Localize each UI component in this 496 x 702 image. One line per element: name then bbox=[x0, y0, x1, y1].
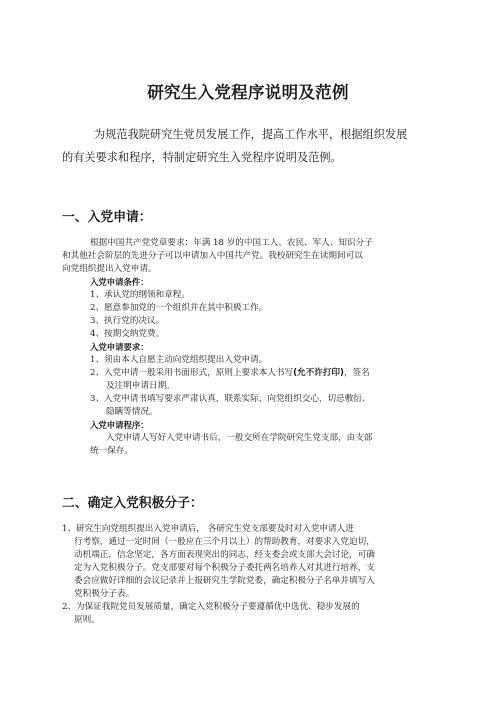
body-line: 2、为保证我院党员发展质量，确定入党积极分子要遵循优中选优、稳步发展的 bbox=[62, 602, 360, 612]
list-item-text: ，签名 bbox=[343, 368, 370, 378]
intro-line: 的有关要求和程序，特制定研究生入党程序说明及范例。 bbox=[62, 151, 342, 164]
body-line: 1、研究生向党组织提出入党申请后， 各研究生党支部要及时对入党申请人进 bbox=[62, 524, 354, 534]
list-item-continuation: 及注明申请日期。 bbox=[106, 381, 175, 391]
list-item: 4、按期交纳党费。 bbox=[90, 329, 165, 339]
list-item: 3、执行党的决议。 bbox=[90, 316, 165, 326]
list-item: 3、入党申请书填写要求严肃认真，联系实际，向党组织交心，切忌敷衍、 bbox=[90, 394, 371, 404]
subheading: 入党申请要求： bbox=[90, 342, 149, 352]
page-title: 研究生入党程序说明及范例 bbox=[147, 83, 349, 102]
body-line: 定为入党积极分子。党支部要对每个积极分子委托两名培养人对其进行培养，支 bbox=[74, 563, 375, 573]
body-line: 行考察，通过一定时间（一般应在三个月以上）的帮助教育，对要求入党迫切， bbox=[74, 537, 375, 547]
emphasis-text: (允不许打印) bbox=[293, 368, 344, 378]
body-line: 委会应做好详细的会议记录并上报研究生学院党委，确定积极分子名单并填写入 bbox=[74, 576, 375, 586]
list-item: 2、愿意参加党的一个组织并在其中积极工作。 bbox=[90, 303, 268, 313]
intro-line: 为规范我院研究生党员发展工作，提高工作水平，根据组织发展 bbox=[94, 128, 408, 141]
list-item bbox=[90, 367, 370, 380]
body-line: 入党申请人写好入党申请书后，一般交所在学院研究生党支部，由支部 bbox=[106, 433, 373, 443]
list-item-text: 2、入党申请一般采用书面形式，原则上要求本人书写 bbox=[90, 368, 294, 378]
list-item: 1、承认党的纲领和章程。 bbox=[90, 290, 190, 300]
body-line: 向党组织提出入党申请。 bbox=[62, 264, 157, 274]
subheading: 入党申请条件： bbox=[90, 277, 149, 287]
section-heading: 二、确定入党积极分子： bbox=[62, 496, 203, 511]
body-line: 根据中国共产党党章要求：年满 18 岁的中国工人、农民、军人、知识分子 bbox=[90, 238, 373, 248]
subheading: 入党申请程序： bbox=[90, 420, 149, 430]
list-item-continuation: 隐瞒等情况。 bbox=[106, 407, 158, 417]
body-line: 动机端正，信念坚定，各方面表现突出的同志，经支委会或支部大会讨论，可确 bbox=[74, 550, 375, 560]
body-line: 统一保存。 bbox=[90, 446, 133, 456]
body-line: 党积极分子表。 bbox=[74, 589, 135, 599]
body-line: 和其他社会阶层的先进分子可以申请加入中国共产党。我校研究生在读期间可以 bbox=[62, 251, 363, 261]
body-line: 原则。 bbox=[74, 615, 100, 625]
list-item: 1、须由本人自愿主动向党组织提出入党申请。 bbox=[90, 355, 268, 365]
section-heading: 一、入党申请： bbox=[62, 210, 152, 225]
